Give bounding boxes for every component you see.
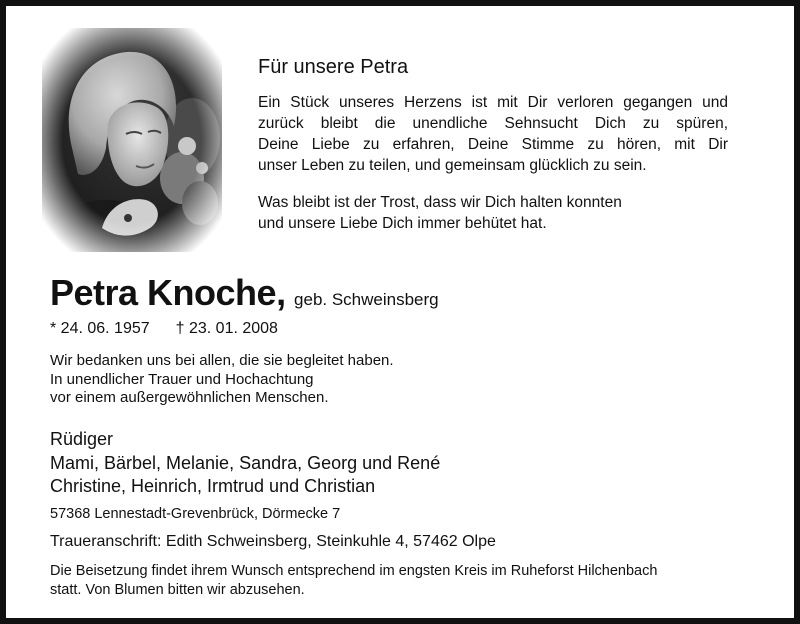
poem-stanza-1 — [258, 92, 728, 176]
poem-title: Für unsere Petra — [258, 56, 409, 78]
thanks-text — [50, 352, 394, 408]
burial-line: statt. Von Blumen bitten wir abzusehen. — [50, 582, 305, 598]
mourner-line: Mami, Bärbel, Melanie, Sandra, Georg und René — [50, 452, 441, 473]
poem-line: unser Leben zu teilen, und gemeinsam glücklich zu sein. — [258, 157, 647, 174]
poem — [258, 56, 728, 234]
poem-stanza-2 — [258, 192, 728, 234]
mourner-line: Rüdiger — [50, 429, 114, 449]
burial-line: Die Beisetzung findet ihrem Wunsch entsprechend im engsten Kreis im Ruheforst Hilchenbach — [50, 563, 658, 579]
deceased-name-row — [50, 272, 439, 314]
poem-line: Ein Stück unseres Herzens ist mit Dir verloren gegangen und — [258, 94, 728, 111]
poem-line: und unsere Liebe Dich immer behütet hat. — [258, 215, 547, 232]
family-address: 57368 Lennestadt-Grevenbrück, Dörmecke 7 — [50, 506, 341, 522]
death-date: † 23. 01. 2008 — [175, 320, 278, 337]
deceased-name: Petra Knoche, — [50, 272, 286, 313]
burial-note — [50, 562, 780, 600]
thanks-line: vor einem außergewöhnlichen Menschen. — [50, 389, 329, 406]
mourning-address: Traueranschrift: Edith Schweinsberg, Steinkuhle 4, 57462 Olpe — [50, 533, 496, 550]
mourners-list — [50, 428, 440, 499]
birth-name: geb. Schweinsberg — [294, 290, 439, 309]
poem-line: Was bleibt ist der Trost, dass wir Dich halten konnten — [258, 194, 622, 211]
poem-line: Deine Liebe zu erfahren, Deine Stimme zu hören, mit Dir — [258, 136, 728, 153]
thanks-line: Wir bedanken uns bei allen, die sie begleitet haben. — [50, 352, 394, 369]
life-dates — [50, 320, 278, 338]
birth-date: * 24. 06. 1957 — [50, 320, 150, 337]
mourner-line: Christine, Heinrich, Irmtrud und Christian — [50, 476, 376, 496]
portrait-photo — [42, 28, 222, 252]
thanks-line: In unendlicher Trauer und Hochachtung — [50, 370, 314, 388]
poem-line: zurück bleibt die unendliche Sehnsucht Dich zu spüren, — [258, 115, 728, 132]
